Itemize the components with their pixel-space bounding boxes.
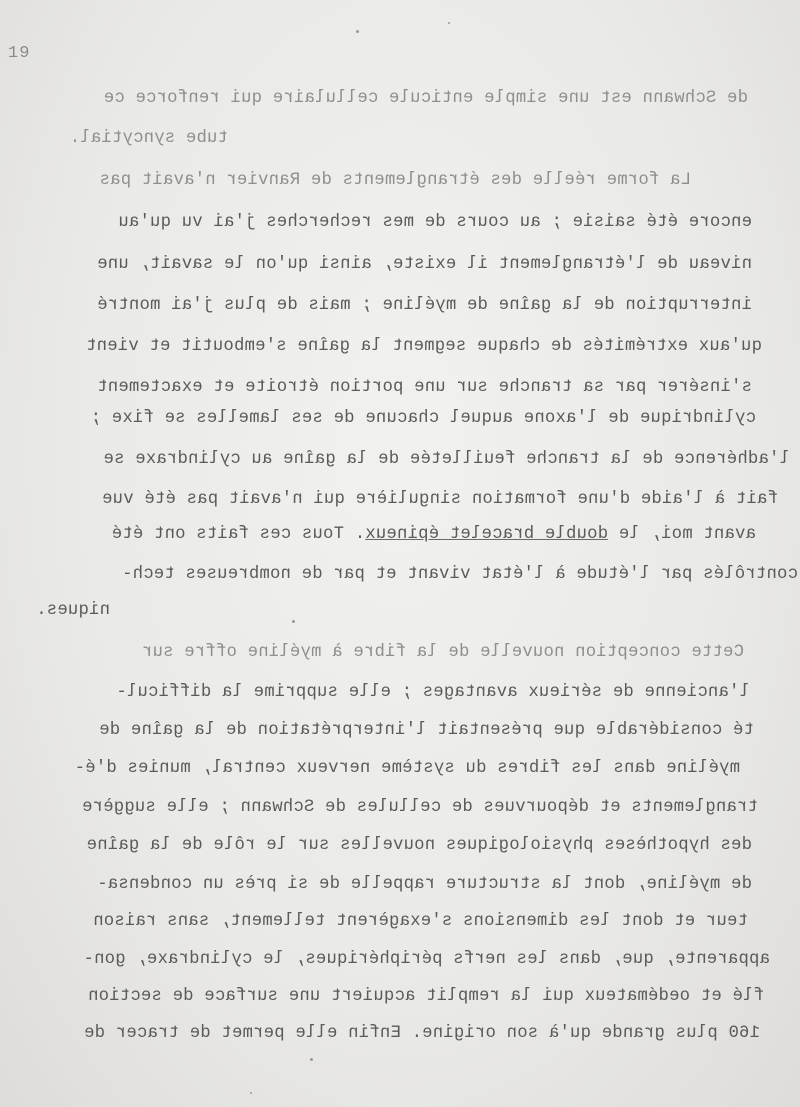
page-number: 19 (8, 44, 31, 63)
paper-speck (310, 1058, 313, 1061)
text-line: La forme réelle des étranglements de Ranvier n'avait pas (99, 171, 691, 190)
text-segment: avant moi, le (608, 525, 756, 544)
text-line: fait à l'aide d'une formation singulière qui n'avait pas été vue (101, 490, 778, 509)
text-line: des hypothèses physiologiques nouvelles sur le rôle de la gaîne (86, 836, 752, 855)
text-line: de Schwann est une simple enticule cellulaire qui renforce ce (103, 89, 748, 108)
text-line: l'adhérence de la tranche feuilletée de la gaîne au cylindraxe se (103, 450, 790, 469)
text-line: Cette conception nouvelle de la fibre à myéline offre sur (141, 643, 744, 662)
text-segment: . Tous ces faits ont été (111, 525, 366, 544)
text-line: qu'aux extrémités de chaque segment la gaîne s'emboutit et vient (85, 337, 762, 356)
underlined-term: double bracelet épineux (365, 525, 609, 544)
text-line: myéline dans les fibres du système nerveux central, munies d'é- (74, 759, 740, 778)
text-line: niques. (36, 601, 110, 620)
text-line: de myéline, dont la structure rappelle de si près un condensa- (97, 875, 752, 894)
paper-speck (356, 30, 359, 33)
text-line: encore été saisie ; au cours de mes recherches j'ai vu qu'au (118, 213, 752, 232)
text-line: 160 plus grande qu'à son origine. Enfin elle permet de tracer de (83, 1024, 760, 1043)
text-line: flé et oedémateux qui la remplit acquiert une surface de section (87, 987, 764, 1006)
text-line: s'insérer par sa tranche sur une portion étroite et exactement (97, 378, 752, 397)
text-line: l'ancienne de sérieux avantages ; elle supprime la difficul- (116, 683, 750, 702)
text-line: cylindrique de l'axone auquel chacune de ses lamelles se fixe ; (90, 409, 756, 428)
text-line: tranglements et dépourvues de cellules de Schwann ; elle suggère (81, 798, 758, 817)
text-line: interruption de la gaîne de myéline ; mais de plus j'ai montré (97, 296, 752, 315)
text-line: tube syncytial. (69, 129, 228, 148)
paper-speck (250, 1092, 252, 1094)
text-line (112, 526, 756, 543)
text-line: apparente, que, dans les nerfs périphériques, le cylindraxe, gon- (83, 950, 770, 969)
paper-speck (448, 22, 450, 24)
text-line: contrôlés par l'étude à l'état vivant et par de nombreuses tech- (121, 565, 798, 584)
text-line: niveau de l'étranglement il existe, ainsi qu'on le savait, une (97, 255, 752, 274)
text-line: té considérable que présentait l'interprétation de la gaîne de (99, 721, 754, 740)
paper-speck (292, 620, 295, 623)
text-line: teur et dont les dimensions s'exagèrent tellement, sans raison (93, 912, 748, 931)
